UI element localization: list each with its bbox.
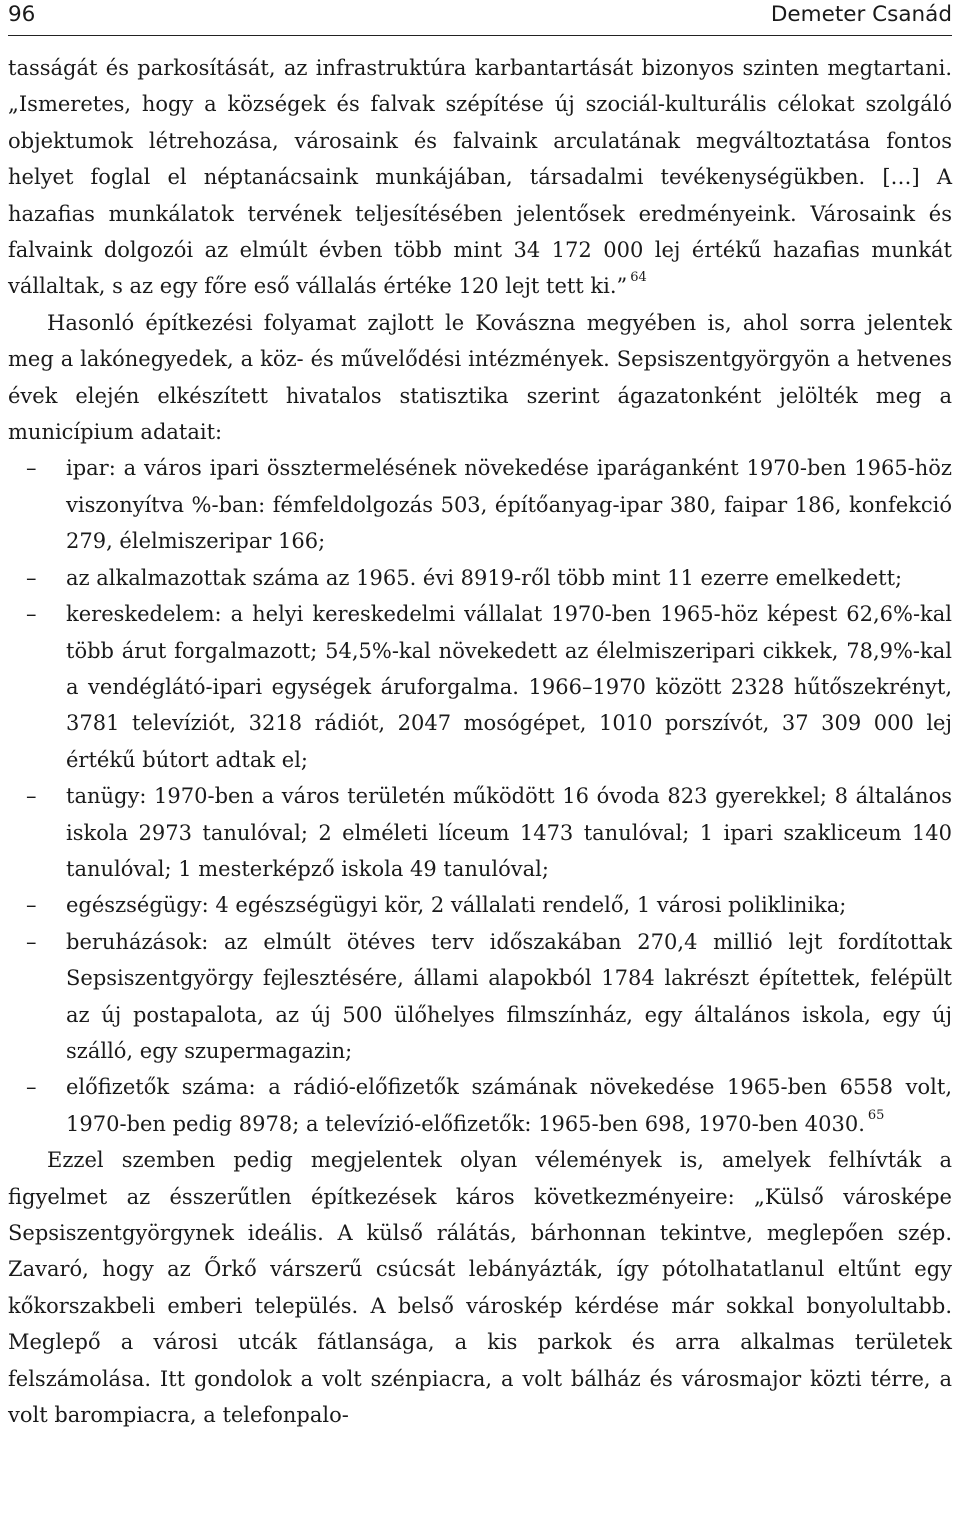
list-item (8, 450, 952, 559)
list-item-text: előfizetők száma: a rádió-előfizetők számának növekedése 1965-ben 6558 volt, 1970-ben pedig 8978; a televízió-előfizetők: 1965-ben 698, 1970-ben 4030. (66, 1075, 952, 1136)
list-item (8, 778, 952, 887)
footnote-ref-65: 65 (867, 1107, 885, 1123)
page-header (8, 0, 952, 30)
running-author: Demeter Csanád (770, 2, 952, 27)
list-dash: – (26, 784, 37, 809)
list-dash: – (26, 565, 37, 590)
list-dash: – (26, 456, 37, 481)
list-item (8, 887, 952, 923)
closing-paragraph: Ezzel szemben pedig megjelentek olyan vélemények is, amelyek felhívták a figyelmet az ésszerűtlen építkezések káros következményeire: „Külső városképe Sepsiszentgyörgynek ideális. A külső rálátás, bárhonnan tekintve, meglepően szép. Zavaró, hogy az Őrkő várszerű csúcsát lebányázták, így pótolhatatlanul eltűnt egy kőkorszakbeli emberi település. A belső városkép kérdése már sokkal bonyolultabb. Meglepő a városi utcák fátlansága, a kis parkok és arra alkalmas területek felszámolása. Itt gondolok a volt szénpiacra, a volt bálház és városmajor közti térre, a volt barompiacra, a telefonpalo- (8, 1148, 952, 1428)
page-number: 96 (8, 2, 36, 27)
list-item-text: egészségügy: 4 egészségügyi kör, 2 vállalati rendelő, 1 városi poliklinika; (66, 893, 847, 918)
list-item (8, 1069, 952, 1142)
intro-paragraph (8, 50, 952, 305)
list-dash: – (26, 929, 37, 954)
footnote-ref-64: 64 (630, 270, 647, 286)
list-item-text: kereskedelem: a helyi kereskedelmi vállalat 1970-ben 1965-höz képest 62,6%-kal több árut forgalmazott; 54,5%-kal növekedett az élelmiszeripari cikkek, 78,9%-kal a vendéglátó-ipari egységek áruforgalma. 1966–1970 között 2328 hűtőszekrényt, 3781 televíziót, 3218 rádiót, 2047 mosógépet, 1010 porszívót, 37 309 000 lej értékű bútort adtak el; (66, 602, 952, 772)
statistics-list (8, 450, 952, 1142)
list-dash: – (26, 1075, 37, 1100)
header-rule (8, 35, 952, 36)
list-item (8, 596, 952, 778)
list-dash: – (26, 602, 37, 627)
page-body (8, 50, 952, 1433)
second-paragraph: Hasonló építkezési folyamat zajlott le Kovászna megyében is, ahol sorra jelentek meg a lakónegyedek, a köz- és művelődési intézmények. Sepsiszentgyörgyön a hetvenes évek elején elkészített hivatalos statisztika szerint ágazatonként jelölték meg a municípium adatait: (8, 310, 952, 445)
list-item-text: tanügy: 1970-ben a város területén működött 16 óvoda 823 gyerekkel; 8 általános iskola 2973 tanulóval; 2 elméleti líceum 1473 tanulóval; 1 ipari szakliceum 140 tanulóval; 1 mesterképző iskola 49 tanulóval; (66, 784, 952, 881)
list-item (8, 560, 952, 596)
list-dash: – (26, 893, 37, 918)
list-item (8, 924, 952, 1070)
list-item-text: az alkalmazottak száma az 1965. évi 8919-ről több mint 11 ezerre emelkedett; (66, 565, 903, 590)
intro-text: tasságát és parkosítását, az infrastruktúra karbantartását bizonyos szinten megtartani. „Ismeretes, hogy a községek és falvak szépítése új szociál-kulturális célokat szolgáló objektumok létrehozása, városaink és falvaink arculatának megváltoztatása fontos helyet foglal el néptanácsaink munkájában, társadalmi tevékenységükben. […] A hazafias munkálatok tervének teljesítésében jelentősek eredményeink. Városaink és falvaink dolgozói az elmúlt évben több mint 34 172 000 lej értékű hazafias munkát vállaltak, s az egy főre eső vállalás értéke 120 lejt tett ki.” (8, 56, 952, 299)
list-item-text: beruházások: az elmúlt ötéves terv időszakában 270,4 millió lejt fordítottak Sepsiszentgyörgy fejlesztésére, állami alapokból 1784 lakrészt építettek, felépült az új postapalota, az új 500 ülőhelyes filmszínház, egy általános iskola, egy új szálló, egy szupermagazin; (66, 929, 952, 1063)
list-item-text: ipar: a város ipari össztermelésének növekedése iparáganként 1970-ben 1965-höz viszonyítva %-ban: fémfeldolgozás 503, építőanyag-ipar 380, faipar 186, konfekció 279, élelmiszeripar 166; (66, 456, 952, 554)
